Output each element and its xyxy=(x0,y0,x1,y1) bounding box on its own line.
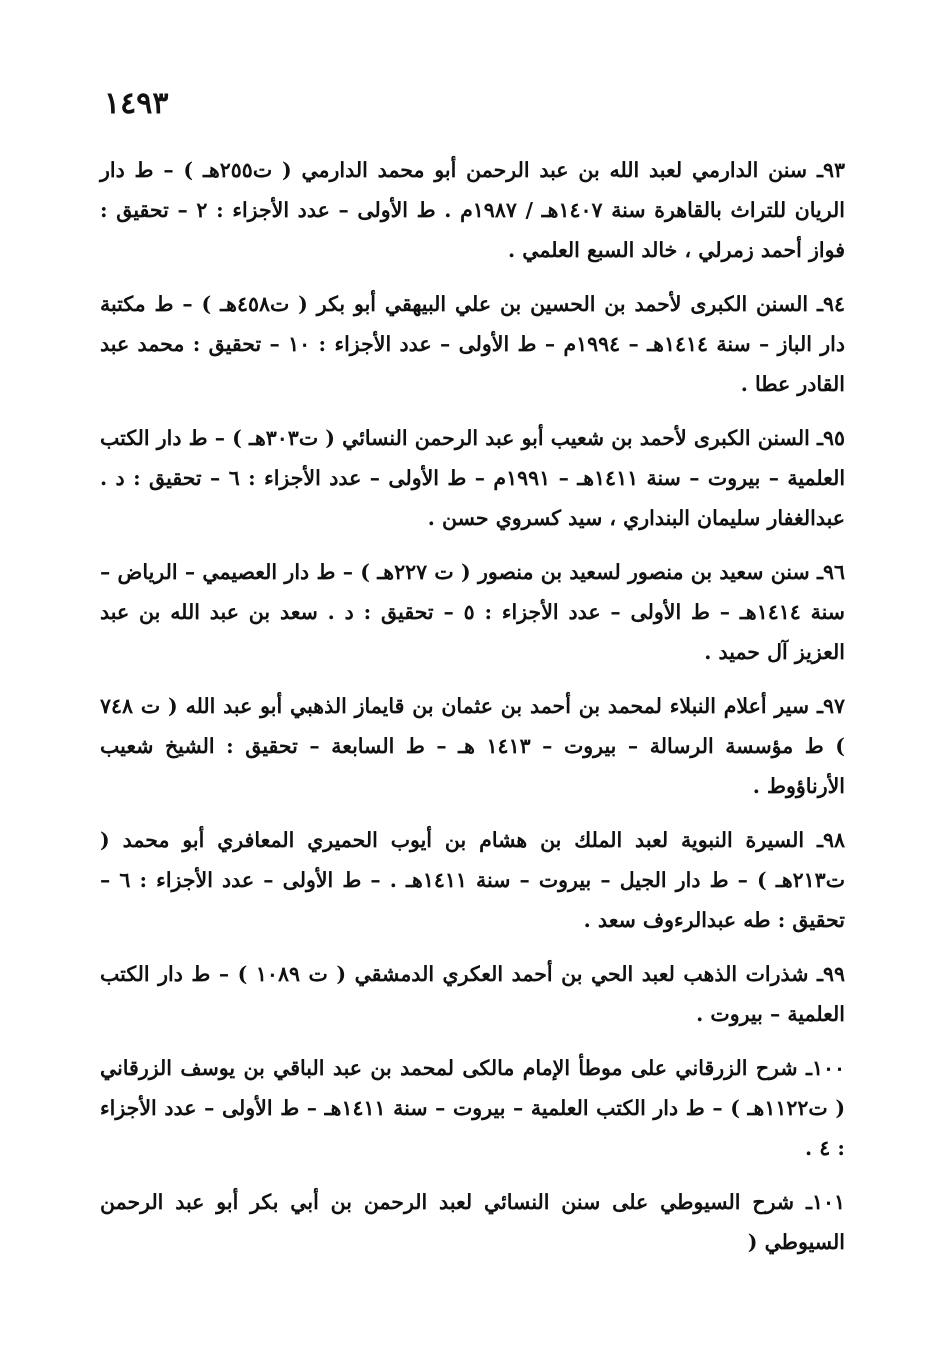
bibliography-entry xyxy=(100,1182,845,1262)
entry-number: ١٠٠ـ xyxy=(805,1056,846,1080)
entry-text: سير أعلام النبلاء لمحمد بن أحمد بن عثمان بن قايماز الذهبي أبو عبد الله ( ت ٧٤٨ ) ط مؤسسة الرسالة – بيروت – ١٤١٣ هـ – ط السابعة – تحقيق : الشيخ شعيب الأرناؤوط . xyxy=(100,694,845,798)
entry-text: السنن الكبرى لأحمد بن شعيب أبو عبد الرحمن النسائي ( ت٣٠٣هـ ) – ط دار الكتب العلمية – بيروت – سنة ١٤١١هـ – ١٩٩١م – ط الأولى – عدد الأجزاء : ٦ – تحقيق : د . عبدالغفار سليمان البنداري ، سيد كسروي حسن . xyxy=(100,426,846,530)
bibliography-entry xyxy=(100,1048,845,1168)
bibliography-entry xyxy=(100,418,845,538)
entry-number: ٩٧ـ xyxy=(816,694,845,718)
entry-number: ٩٤ـ xyxy=(816,292,845,316)
entry-number: ٩٥ـ xyxy=(816,426,845,450)
bibliography-entry xyxy=(100,686,845,806)
bibliography-entry xyxy=(100,820,845,940)
entry-text: سنن الدارمي لعبد الله بن عبد الرحمن أبو محمد الدارمي ( ت٢٥٥هـ ) – ط دار الريان للتراث بالقاهرة سنة ١٤٠٧هـ / ١٩٨٧م . ط الأولى – عدد الأجزاء : ٢ – تحقيق : فواز أحمد زمرلي ، خالد السبع العلمي . xyxy=(100,158,845,262)
entry-number: ٩٩ـ xyxy=(816,962,845,986)
entry-number: ٩٨ـ xyxy=(816,828,845,852)
bibliography-entry xyxy=(100,552,845,672)
entry-number: ٩٣ـ xyxy=(816,158,846,182)
entry-text: السيرة النبوية لعبد الملك بن هشام بن أيوب الحميري المعافري أبو محمد ( ت٢١٣هـ ) – ط دار الجيل – بيروت – سنة ١٤١١هـ . – ط الأولى – عدد الأجزاء : ٦ – تحقيق : طه عبدالرءوف سعد . xyxy=(100,828,845,932)
bibliography-entry xyxy=(100,284,845,404)
entry-text: سنن سعيد بن منصور لسعيد بن منصور ( ت ٢٢٧هـ ) – ط دار العصيمي – الرياض – سنة ١٤١٤هـ – ط الأولى – عدد الأجزاء : ٥ – تحقيق : د . سعد بن عبد الله بن عبد العزيز آل حميد . xyxy=(100,560,845,664)
entry-text: شرح السيوطي على سنن النسائي لعبد الرحمن بن أبي بكر أبو عبد الرحمن السيوطي ( xyxy=(100,1190,845,1254)
entry-text: شذرات الذهب لعبد الحي بن أحمد العكري الدمشقي ( ت ١٠٨٩ ) – ط دار الكتب العلمية – بيروت . xyxy=(100,962,845,1026)
entry-text: السنن الكبرى لأحمد بن الحسين بن علي البيهقي أبو بكر ( ت٤٥٨هـ ) – ط مكتبة دار الباز – سنة ١٤١٤هـ – ١٩٩٤م – ط الأولى – عدد الأجزاء : ١٠ – تحقيق : محمد عبد القادر عطا . xyxy=(100,292,845,396)
entry-number: ١٠١ـ xyxy=(805,1190,845,1214)
bibliography-list xyxy=(100,150,845,1276)
page-number: ١٤٩٣ xyxy=(104,86,169,121)
entry-text: شرح الزرقاني على موطأ الإمام مالكى لمحمد بن عبد الباقي بن يوسف الزرقاني ( ت١١٢٢هـ ) – ط دار الكتب العلمية – بيروت – سنة ١٤١١هـ – ط الأولى – عدد الأجزاء : ٤ . xyxy=(100,1056,846,1160)
bibliography-entry xyxy=(100,150,845,270)
bibliography-entry xyxy=(100,954,845,1034)
entry-number: ٩٦ـ xyxy=(816,560,846,584)
